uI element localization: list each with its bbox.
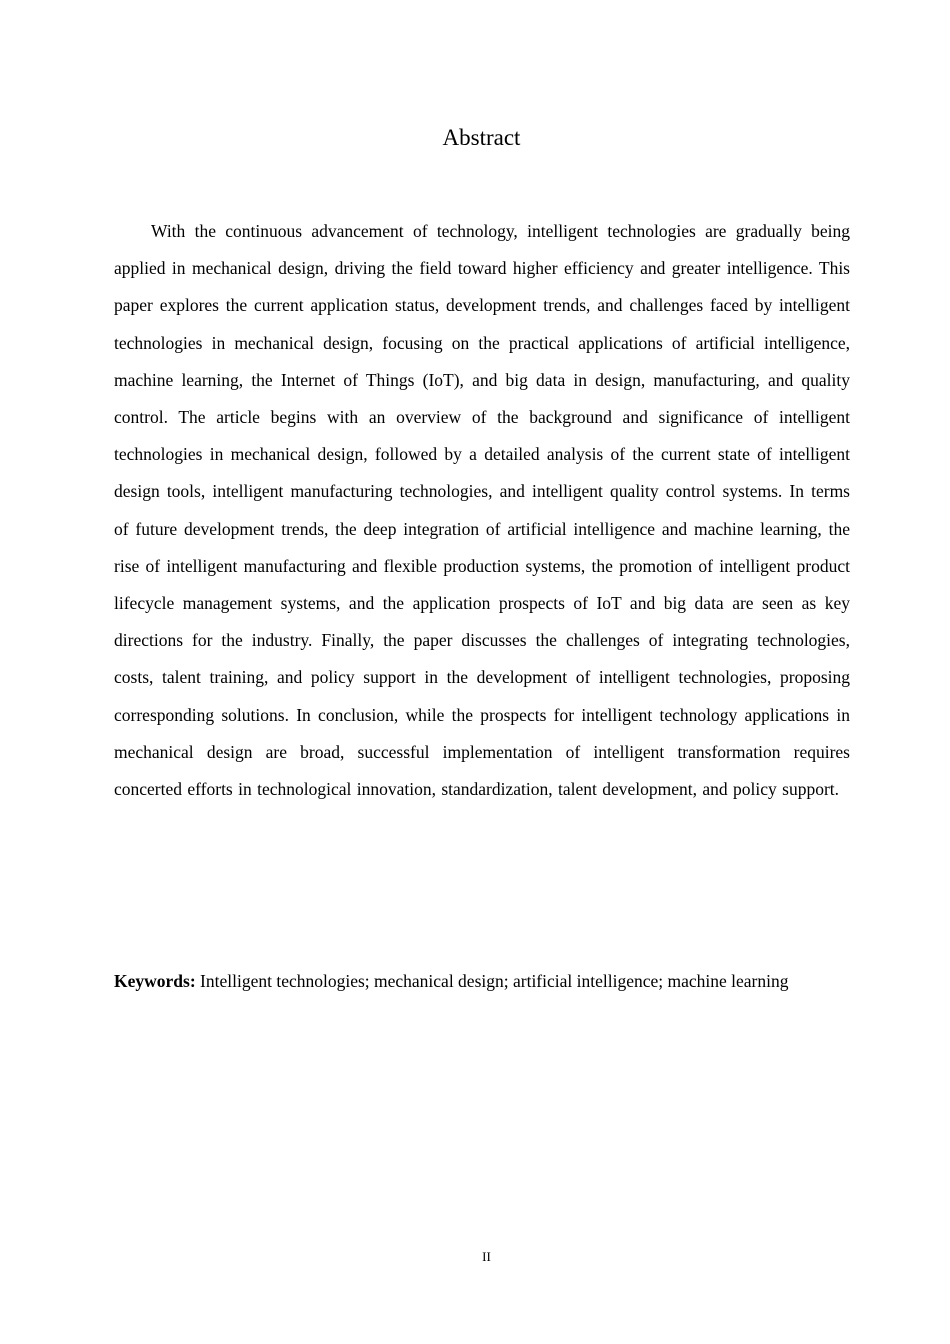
keywords-paragraph (114, 964, 850, 999)
keywords-label: Keywords: (114, 971, 196, 991)
keywords-list: Intelligent technologies; mechanical design; artificial intelligence; machine learning (200, 971, 789, 991)
abstract-title: Abstract (442, 125, 521, 150)
page-number: II (482, 1249, 491, 1264)
abstract-body: With the continuous advancement of technology, intelligent technologies are gradually being applied in mechanical design, driving the field toward higher efficiency and greater intelligence. This paper explores the current application status, development trends, and challenges faced by intelligent technologies in mechanical design, focusing on the practical applications of artificial intelligence, machine learning, the Internet of Things (IoT), and big data in design, manufacturing, and quality control. The article begins with an overview of the background and significance of intelligent technologies in mechanical design, followed by a detailed analysis of the current state of intelligent design tools, intelligent manufacturing technologies, and intelligent quality control systems. In terms of future development trends, the deep integration of artificial intelligence and machine learning, the rise of intelligent manufacturing and flexible production systems, the promotion of intelligent product lifecycle management systems, and the application prospects of IoT and big data are seen as key directions for the industry. Finally, the paper discusses the challenges of integrating technologies, costs, talent training, and policy support in the development of intelligent technologies, proposing corresponding solutions. In conclusion, while the prospects for intelligent technology applications in mechanical design are broad, successful implementation of intelligent transformation requires concerted efforts in technological innovation, standardization, talent development, and policy support. (114, 221, 850, 800)
